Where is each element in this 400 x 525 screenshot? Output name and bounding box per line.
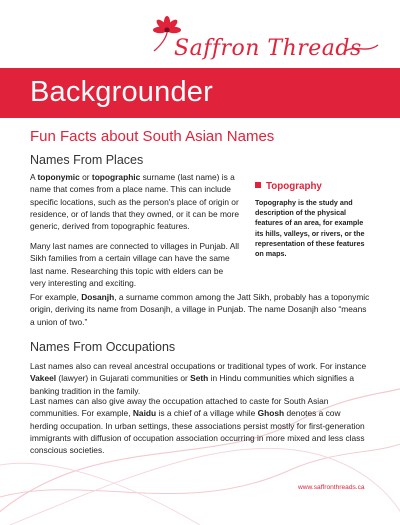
section-heading-occupations: Names From Occupations [30,340,176,354]
brand-logo [148,14,378,61]
paragraph-occupations: Last names also can reveal ancestral occupations or traditional types of work. For instance Vakeel (lawyer) in Gujarati communities or Seth in Hindu communities which signifies a banking tradition in the family. [30,361,367,396]
paragraph-toponymic: A toponymic or topographic surname (last name) is a name that comes from a place name. This can include specific locations, such as the person's place of origin or residence, or of lands that they owned, or it can be more generic, derived from topographic features. [30,172,240,232]
banner-title: Backgrounder [30,76,213,108]
paragraph-caste: Last names can also give away the occupation attached to caste for South Asian communities. For example, Naidu is a chief of a village while Ghosh denotes a cow herding occupation. In urban settings, these associations persist mostly for first-generation immigrants with diffusion of occupation association occurring in more mixed and less class conscious societies. [30,396,365,456]
sidebar-title: Topography [255,181,367,192]
square-bullet-icon [255,182,261,188]
section-heading-places: Names From Places [30,153,144,167]
topography-sidebar [255,181,367,259]
logo-swash [344,42,380,56]
logo-text: Saffron Threads [174,36,362,61]
page-title: Fun Facts about South Asian Names [30,128,275,145]
sidebar-text: Topography is the study and description of the physical features of an area, for example its hills, valleys, or rivers, or the representation of these features on maps. [255,198,365,259]
paragraph-villages: Many last names are connected to villages in Punjab. All Sikh families from a certain village can have the same last name. Researching this topic with elders can be very interesting and exciting. [30,241,240,288]
footer-url[interactable]: www.saffronthreads.ca [298,484,365,491]
header-banner [0,68,400,118]
paragraph-dosanjh: For example, Dosanjh, a surname common among the Jatt Sikh, probably has a toponymic origin, deriving its name from Dosanjh, a village in Punjab. The name Dosanjh also “means a union of two.” [30,292,370,327]
